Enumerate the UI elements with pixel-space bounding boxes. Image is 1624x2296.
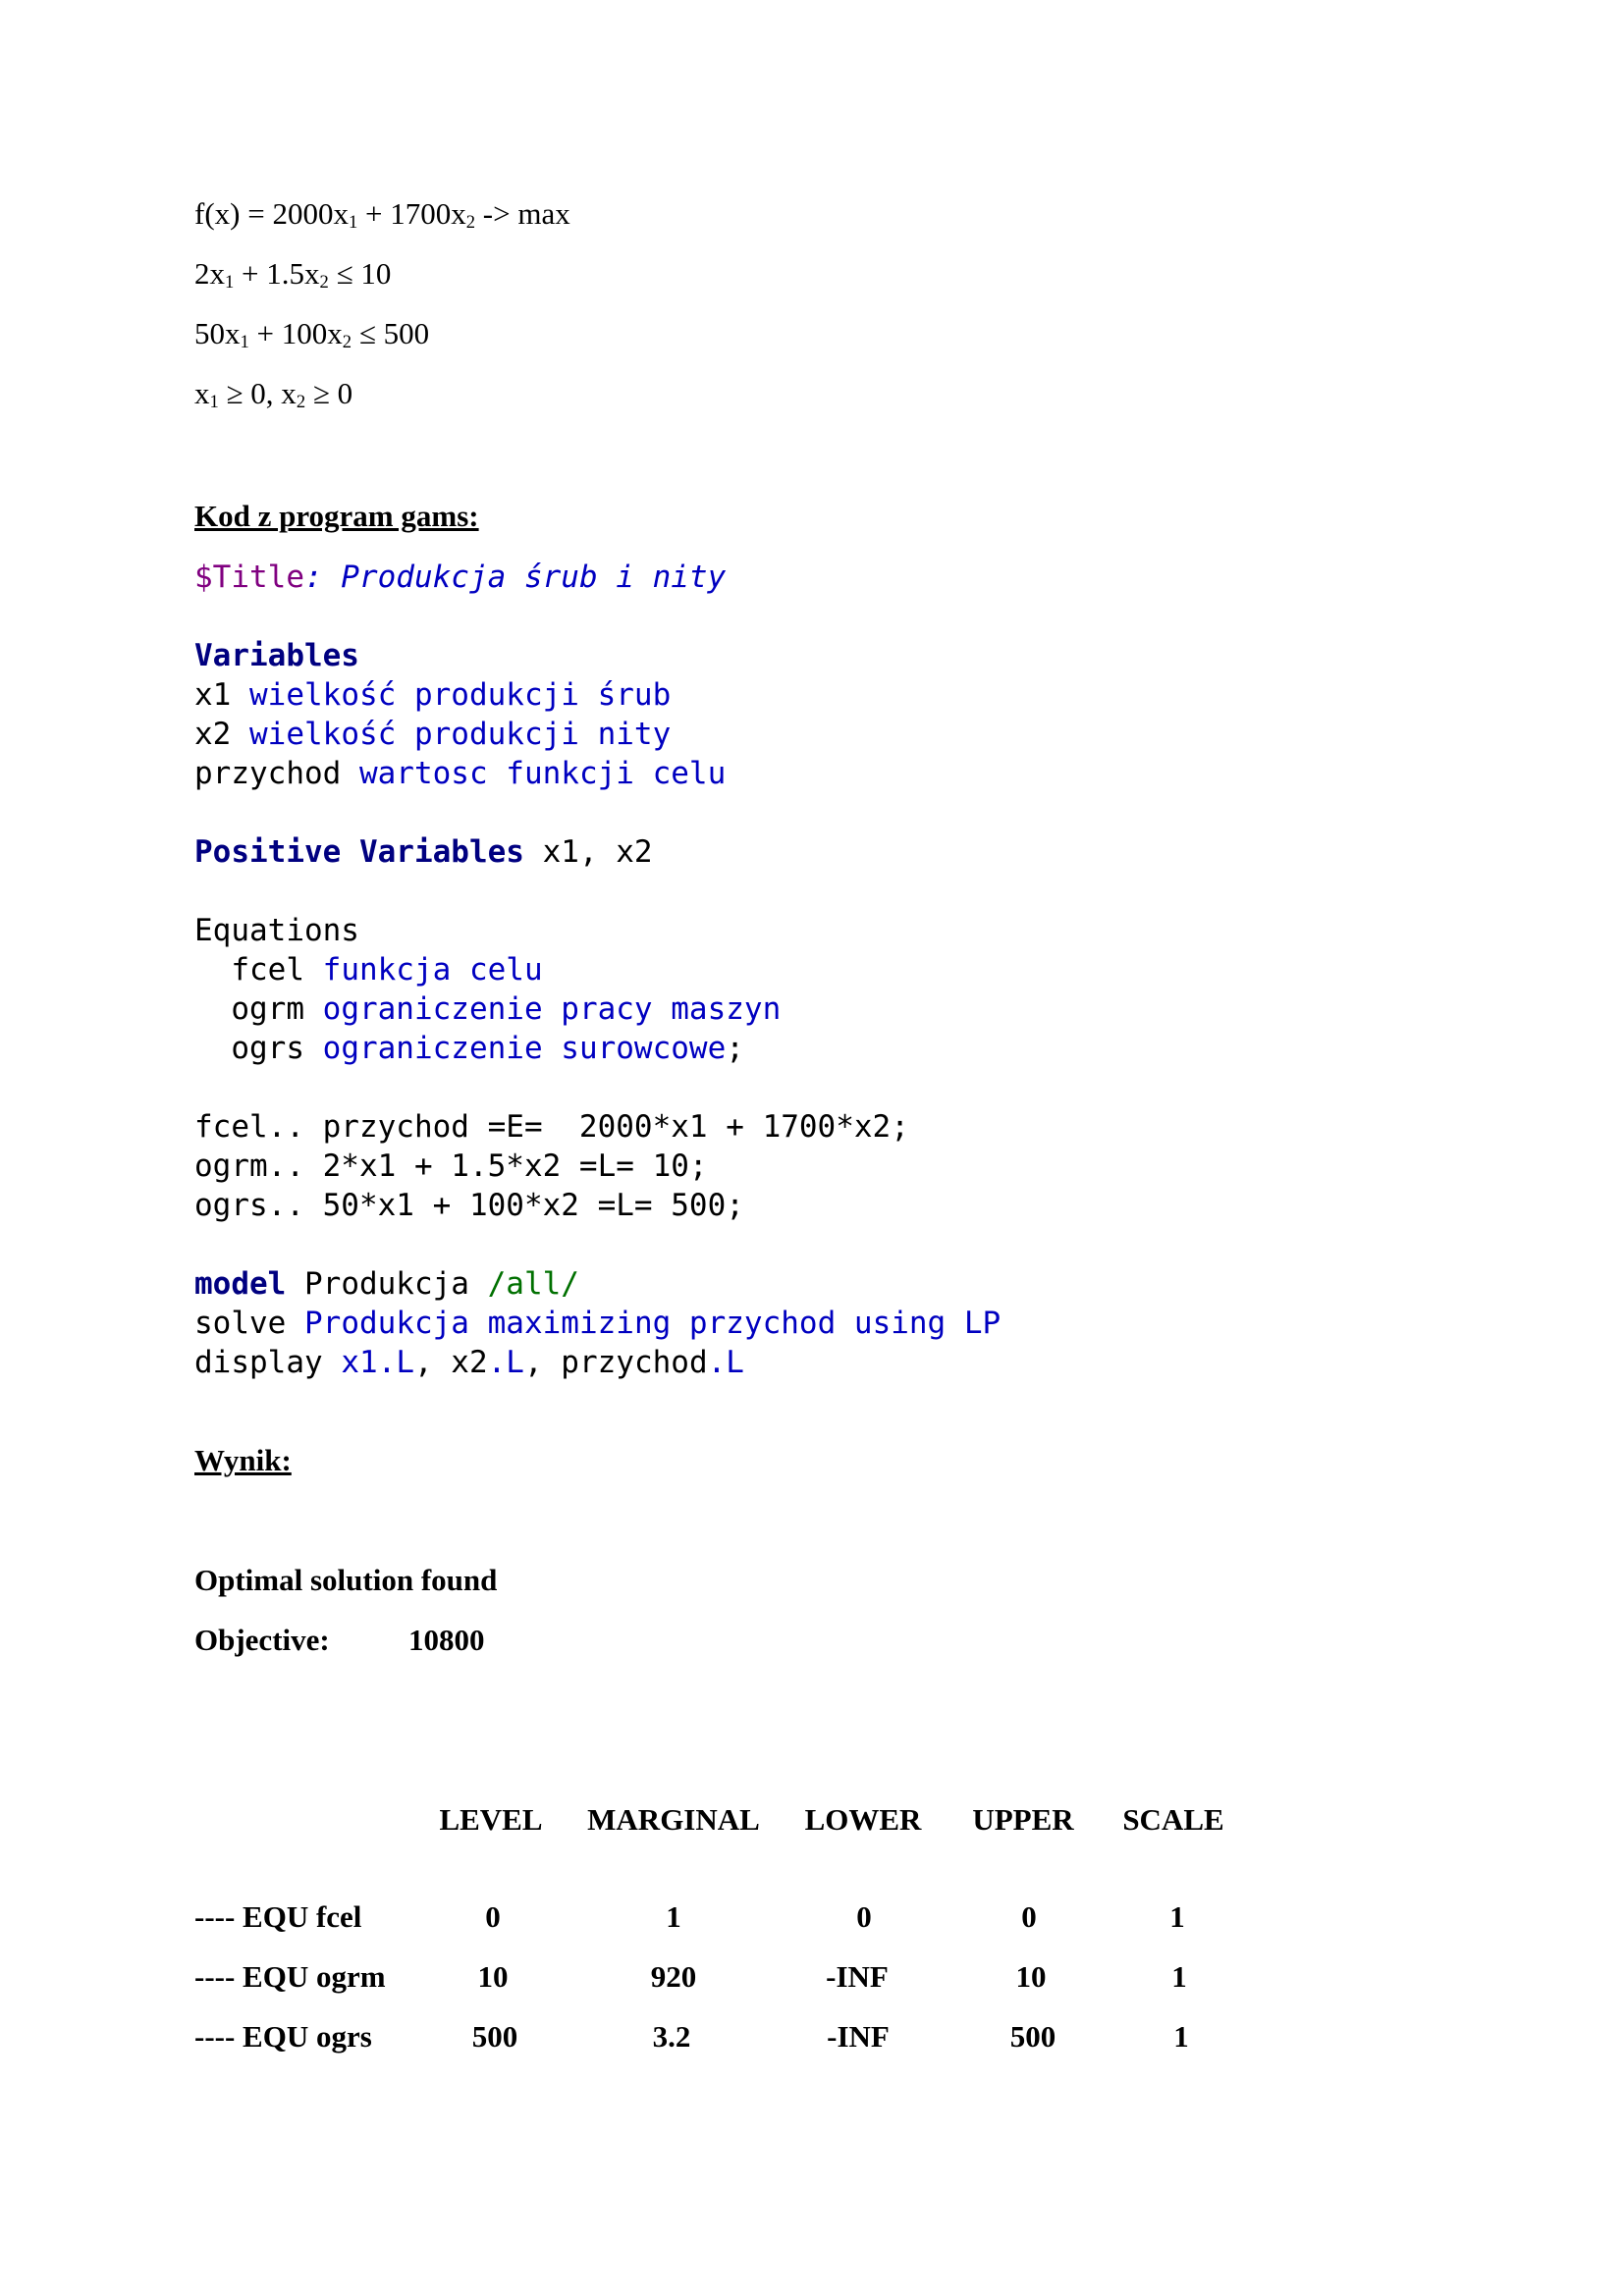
cell-lower: 0 [856, 1899, 872, 1934]
code-var-przychod: przychod wartosc funkcji celu [194, 756, 727, 791]
code-eq-ogrs: ogrs ograniczenie surowcowe; [194, 1031, 744, 1066]
objective-value: 10800 [408, 1623, 485, 1657]
row-label: ---- EQU fcel [194, 1899, 362, 1934]
cell-scale: 1 [1169, 1899, 1185, 1934]
cell-upper: 500 [1009, 2019, 1056, 2054]
header-level: LEVEL [439, 1802, 543, 1837]
constraint-1: $2x_1 + 1.5x_2 \le 10$ [194, 256, 392, 293]
code-title-line: $Title: Produkcja śrub i nity [194, 560, 727, 595]
code-heading: Kod z program gams: [194, 499, 479, 533]
code-var-x1: x1 wielkość produkcji śrub [194, 677, 672, 713]
code-variables-kw: Variables [194, 638, 359, 673]
code-def-fcel: fcel.. przychod =E= 2000*x1 + 1700*x2; [194, 1109, 909, 1145]
header-upper: UPPER [972, 1802, 1074, 1837]
code-equations-kw: Equations [194, 913, 359, 948]
code-eq-fcel: fcel funkcja celu [194, 952, 543, 988]
cell-upper: 10 [1015, 1959, 1047, 1994]
code-eq-ogrm: ogrm ograniczenie pracy maszyn [194, 991, 782, 1027]
header-scale: SCALE [1122, 1802, 1224, 1837]
code-var-x2: x2 wielkość produkcji nity [194, 717, 672, 752]
cell-scale: 1 [1171, 1959, 1187, 1994]
row-label: ---- EQU ogrs [194, 2019, 372, 2054]
code-model-line: model Produkcja /all/ [194, 1266, 579, 1302]
code-def-ogrm: ogrm.. 2*x1 + 1.5*x2 =L= 10; [194, 1148, 708, 1184]
header-marginal: MARGINAL [587, 1802, 760, 1837]
row-label: ---- EQU ogrm [194, 1959, 386, 1994]
constraint-2: $50x_1 + 100x_2 \le 500$ [194, 316, 430, 352]
code-display-line: display x1.L, x2.L, przychod.L [194, 1345, 744, 1380]
cell-lower: -INF [826, 1959, 889, 1994]
objective-label: Objective: [194, 1623, 330, 1657]
cell-marginal: 1 [666, 1899, 681, 1934]
code-positive-variables: Positive Variables x1, x2 [194, 834, 653, 870]
header-lower: LOWER [804, 1802, 922, 1837]
code-def-ogrs: ogrs.. 50*x1 + 100*x2 =L= 500; [194, 1188, 744, 1223]
code-solve-line: solve Produkcja maximizing przychod using LP [194, 1306, 1001, 1341]
cell-upper: 0 [1021, 1899, 1037, 1934]
cell-lower: -INF [827, 2019, 890, 2054]
solution-status: Optimal solution found [194, 1563, 498, 1597]
result-heading: Wynik: [194, 1443, 292, 1477]
objective-function: $f(x) = 2000x_1 + 1700x_2 -> \max$ [194, 196, 570, 233]
cell-scale: 1 [1173, 2019, 1189, 2054]
cell-level: 0 [485, 1899, 501, 1934]
cell-marginal: 920 [650, 1959, 697, 1994]
cell-level: 500 [471, 2019, 518, 2054]
cell-marginal: 3.2 [652, 2019, 691, 2054]
cell-level: 10 [477, 1959, 509, 1994]
nonnegativity-constraint: $x_1 \ge 0$, $x_2 \ge 0$ [194, 376, 353, 412]
